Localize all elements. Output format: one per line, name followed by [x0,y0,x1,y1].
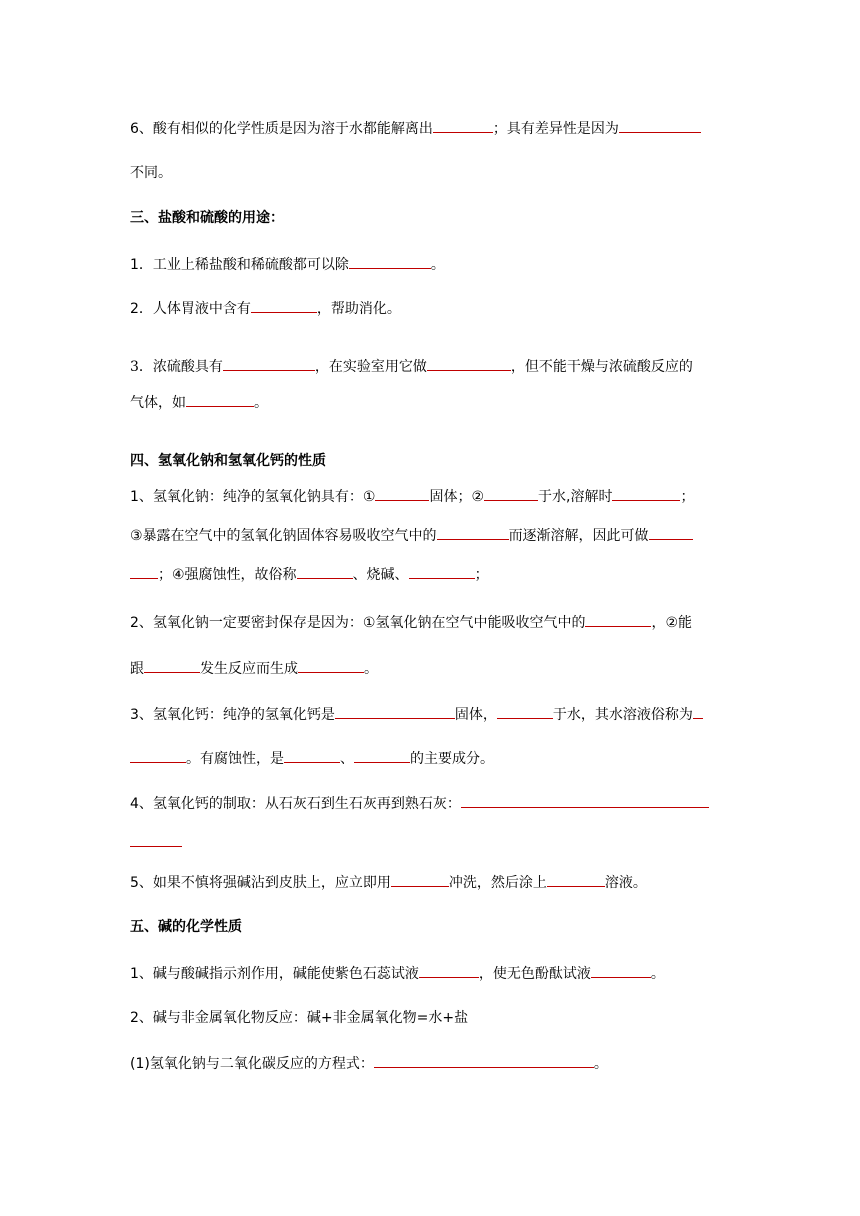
s4-item1-text-c: 于水,溶解时 [538,489,613,505]
section-4-heading: 四、氢氧化钠和氢氧化钙的性质 [130,453,326,469]
section-3-heading: 三、盐酸和硫酸的用途： [130,210,284,226]
s5-item-2 [130,1008,468,1028]
s4-item1-text-d: ； [680,489,695,505]
s4-item3-text-b: 固体， [454,707,497,723]
answer-blank[interactable] [484,486,538,501]
answer-blank[interactable] [130,832,182,847]
answer-blank[interactable] [585,612,651,627]
s4-item1-text-f: 而逐渐溶解，因此可做 [508,528,649,544]
answer-blank[interactable] [223,356,315,371]
answer-blank[interactable] [437,525,509,540]
s4-item3-text-e: 、 [340,751,354,767]
s4-item3-text-d: 。有腐蚀性，是 [186,751,284,767]
s3-item3-text-d: 气体，如 [130,395,186,411]
s3-item-1 [130,254,445,275]
answer-blank[interactable] [547,872,605,887]
answer-blank[interactable] [284,748,340,763]
s4-item4-text-a: 4、氢氧化钙的制取：从石灰石到生石灰再到熟石灰： [130,796,461,812]
s4-item2-text-b: ，②能 [651,615,693,631]
s4-item1-text-e: ③暴露在空气中的氢氧化钠固体容易吸收空气中的 [130,528,437,544]
answer-blank[interactable] [130,748,186,763]
answer-blank[interactable] [619,118,701,133]
section-5-heading: 五、碱的化学性质 [130,919,242,935]
s4-item3-text-c: 于水，其水溶液俗称为 [552,707,693,723]
s5-item3-text-a: (1)氢氧化钠与二氧化碳反应的方程式： [130,1056,374,1072]
s3-item2-text-b: ，帮助消化。 [316,301,401,317]
answer-blank[interactable] [427,356,511,371]
s4-item2-text-d: 发生反应而生成 [200,661,298,677]
s4-item3-text-f: 的主要成分。 [410,751,494,767]
answer-blank[interactable] [612,486,680,501]
s4-item-2-line-2 [130,658,378,679]
answer-blank[interactable] [349,254,431,269]
s4-item-1-line-2 [130,525,693,546]
s4-item3-text-a: 3、氢氧化钙：纯净的氢氧化钙是 [130,707,335,723]
s4-item5-text-c: 溶液。 [604,875,647,891]
answer-blank[interactable] [354,748,410,763]
answer-blank[interactable] [591,963,651,978]
s3-item3-text-a: 3．浓硫酸具有 [130,359,223,375]
s4-item-1-line-3 [130,564,489,585]
answer-blank[interactable] [130,564,158,579]
answer-blank[interactable] [251,298,317,313]
q6-text-b: ；具有差异性是因为 [492,121,619,137]
s5-item-1 [130,963,665,984]
s5-item2-text-a: 2、碱与非金属氧化物反应：碱+非金属氧化物=水+盐 [130,1010,469,1026]
answer-blank[interactable] [433,118,493,133]
s3-item3-text-b: ，在实验室用它做 [314,359,427,375]
answer-blank[interactable] [497,704,553,719]
s4-item5-text-b: 冲洗，然后涂上 [448,875,547,891]
s4-item1-text-a: 1、氢氧化钠：纯净的氢氧化钠具有：① [130,489,376,505]
s4-item2-text-e: 。 [364,661,378,677]
s3-item1-text-b: 。 [430,257,445,273]
s3-item2-text-a: 2．人体胃液中含有 [130,301,251,317]
s4-item-1-line-1 [130,486,694,507]
s4-item5-text-a: 5、如果不慎将强碱沾到皮肤上，应立即用 [130,875,391,891]
q6-text-a: 6、酸有相似的化学性质是因为溶于水都能解离出 [130,121,433,137]
answer-blank[interactable] [298,658,364,673]
s4-item-3-line-2 [130,748,494,769]
answer-blank[interactable] [461,793,709,808]
question-6-line-2 [130,163,172,183]
answer-blank[interactable] [409,564,475,579]
answer-blank[interactable] [374,1053,594,1068]
answer-blank[interactable] [144,658,200,673]
s5-item1-text-b: ，使无色酚酞试液 [478,966,591,982]
s3-item-3-line-1 [130,356,693,377]
s4-item1-text-h: 、烧碱、 [352,567,409,583]
s3-item3-text-e: 。 [254,395,268,411]
s3-item1-text-a: 1．工业上稀盐酸和稀硫酸都可以除 [130,257,349,273]
answer-blank[interactable] [375,486,429,501]
s4-item1-text-g: ；④强腐蚀性，故俗称 [158,567,297,583]
s3-item-3-line-2 [130,392,268,413]
s5-item-3 [130,1053,608,1074]
s5-item1-text-c: 。 [650,966,665,982]
answer-blank[interactable] [186,392,254,407]
answer-blank[interactable] [693,704,703,719]
answer-blank[interactable] [335,704,455,719]
s5-item3-text-b: 。 [593,1056,608,1072]
s4-item-4-line-1 [130,793,709,814]
s3-item3-text-c: ，但不能干燥与浓硫酸反应的 [510,359,693,375]
s4-item-3-line-1 [130,704,703,725]
answer-blank[interactable] [649,525,693,540]
s4-item-5 [130,872,647,893]
s4-item-2-line-1 [130,612,692,633]
q6-text-c: 不同。 [130,165,172,181]
s5-item1-text-a: 1、碱与酸碱指示剂作用，碱能使紫色石蕊试液 [130,966,419,982]
s4-item1-text-i: ； [474,567,489,583]
answer-blank[interactable] [391,872,449,887]
answer-blank[interactable] [419,963,479,978]
answer-blank[interactable] [297,564,353,579]
s4-item1-text-b: 固体；② [429,489,485,505]
s4-item2-text-a: 2、氢氧化钠一定要密封保存是因为：①氢氧化钠在空气中能吸收空气中的 [130,615,586,631]
s4-item2-text-c: 跟 [130,661,144,677]
s4-item-4-line-2 [130,832,182,853]
question-6-line-1 [130,118,701,139]
s3-item-2 [130,298,401,319]
